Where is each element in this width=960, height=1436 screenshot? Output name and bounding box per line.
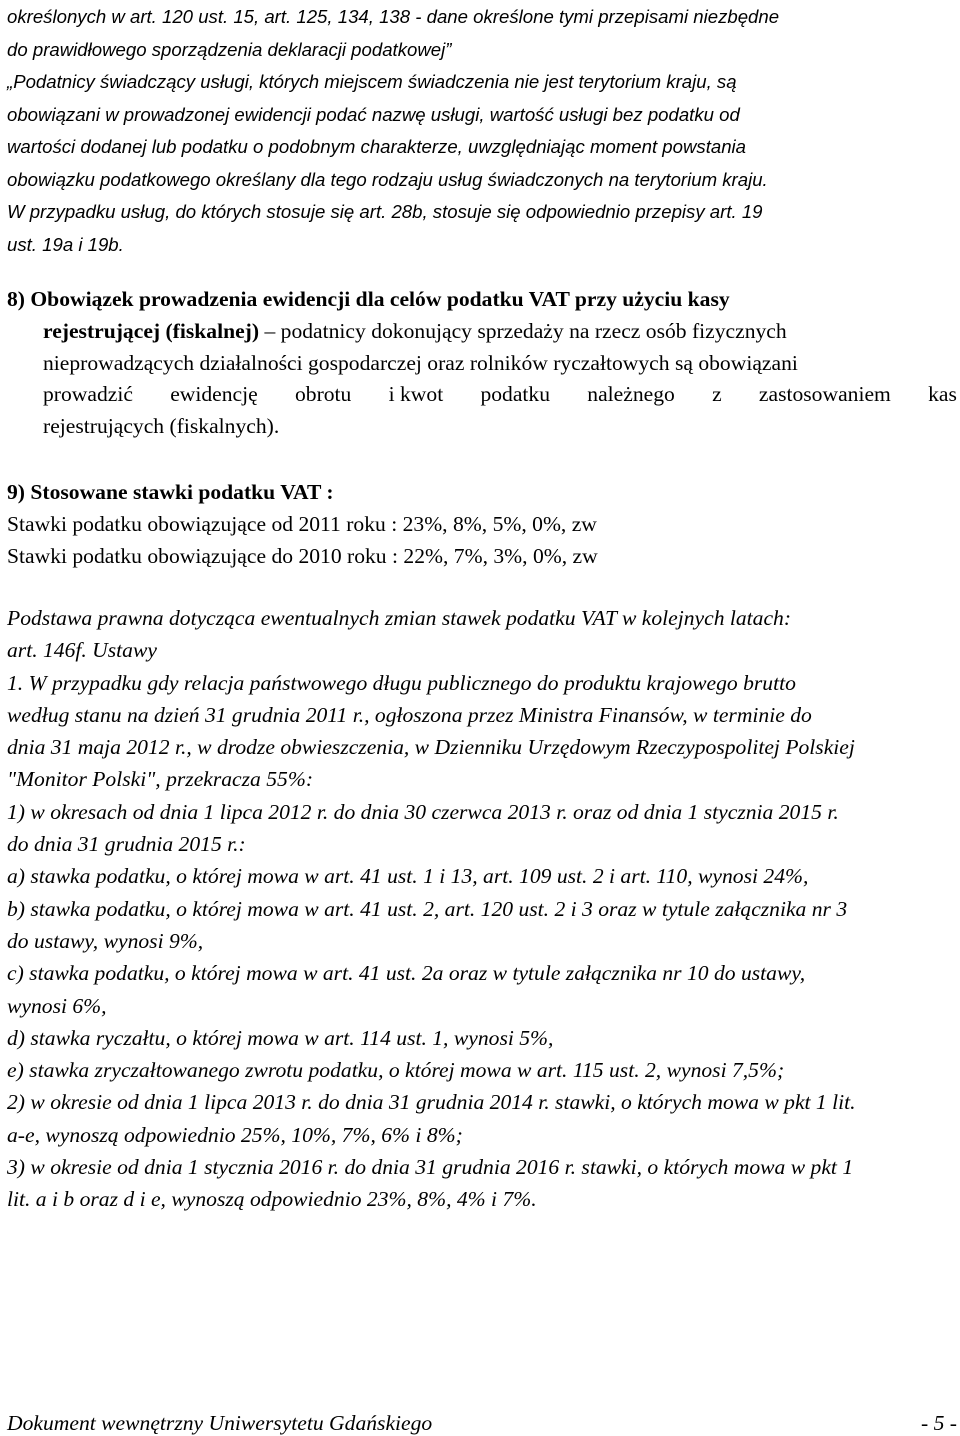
paragraph-line: „Podatnicy świadczący usługi, których miejscem świadczenia nie jest terytorium kraju, są [7,71,737,92]
legal-line: a-e, wynoszą odpowiednio 25%, 10%, 7%, 6% i 8%; [7,1122,463,1147]
paragraph-line: określonych w art. 120 ust. 15, art. 125, 134, 138 - dane określone tymi przepisami niezbędne [7,6,780,27]
word: z [712,382,722,407]
legal-line: a) stawka podatku, o której mowa w art. 41 ust. 1 i 13, art. 109 ust. 2 i art. 110, wynosi 24%, [7,864,809,889]
section-8-line [7,316,957,348]
legal-line: b) stawka podatku, o której mowa w art. 41 ust. 2, art. 120 ust. 2 i 3 oraz w tytule załącznika nr 3 [7,896,848,921]
legal-basis-section [7,602,960,1216]
paragraph-line: W przypadku usług, do których stosuje się art. 28b, stosuje się odpowiednio przepisy art. 19 [7,201,763,222]
legal-line: d) stawka ryczałtu, o której mowa w art. 114 ust. 1, wynosi 5%, [7,1025,554,1050]
footer-document-label: Dokument wewnętrzny Uniwersytetu Gdańskiego [7,1411,433,1435]
section-9 [7,476,957,572]
paragraph-line: ust. 19a i 19b. [7,233,124,255]
section-8-text: – podatnicy dokonujący sprzedaży na rzecz osób fizycznych [259,318,787,343]
section-8-heading-continuation: rejestrującej (fiskalnej) [43,318,260,343]
section-9-heading: 9) Stosowane stawki podatku VAT : [7,480,334,504]
legal-line: c) stawka podatku, o której mowa w art. 41 ust. 2a oraz w tytule załącznika nr 10 do ustawy, [7,961,806,986]
legal-line: 1. W przypadku gdy relacja państwowego długu publicznego do produktu krajowego brutto [7,670,796,695]
legal-basis-act: art. 146f. Ustawy [7,638,157,663]
rates-until-2010: Stawki podatku obowiązujące do 2010 roku : 22%, 7%, 3%, 0%, zw [7,544,598,568]
legal-line: e) stawka zryczałtowanego zwrotu podatku, o której mowa w art. 115 ust. 2, wynosi 7,5%; [7,1058,785,1083]
legal-line: według stanu na dzień 31 grudnia 2011 r., ogłoszona przez Ministra Finansów, w terminie do [7,702,812,727]
legal-line: lit. a i b oraz d i e, wynoszą odpowiednio 23%, 8%, 4% i 7%. [7,1187,537,1212]
word: kas [928,382,957,407]
word: ewidencję [170,382,258,407]
section-8-heading: 8) Obowiązek prowadzenia ewidencji dla celów podatku VAT przy użyciu kasy [7,287,730,311]
paragraph-line: obowiązani w prowadzonej ewidencji podać nazwę usługi, wartość usługi bez podatku od [7,103,740,125]
legal-line: wynosi 6%, [7,993,107,1018]
section-8-line-justified [7,379,957,411]
word: podatku [480,382,551,407]
word: prowadzić [43,382,133,407]
paragraph-line: wartości dodanej lub podatku o podobnym charakterze, uwzględniając moment powstania [7,136,747,157]
section-8-line: rejestrujących (fiskalnych). [43,414,280,439]
paragraph-line: do prawidłowego sporządzenia deklaracji podatkowej” [7,38,452,60]
legal-line: 3) w okresie od dnia 1 stycznia 2016 r. do dnia 31 grudnia 2016 r. stawki, o których mowa w pkt 1 [7,1155,854,1180]
word: zastosowaniem [758,382,891,407]
top-paragraph [7,1,957,261]
rates-from-2011: Stawki podatku obowiązujące od 2011 roku : 23%, 8%, 5%, 0%, zw [7,512,597,536]
legal-line: do dnia 31 grudnia 2015 r.: [7,832,246,857]
word: i kwot [388,382,444,407]
section-8 [7,284,957,443]
page-number: - 5 - [921,1411,957,1435]
legal-line: do ustawy, wynosi 9%, [7,928,204,953]
legal-basis-intro: Podstawa prawna dotycząca ewentualnych zmian stawek podatku VAT w kolejnych latach: [7,606,792,630]
legal-line: "Monitor Polski", przekracza 55%: [7,767,314,792]
legal-line: dnia 31 maja 2012 r., w drodze obwieszczenia, w Dzienniku Urzędowym Rzeczypospolitej Polskiej [7,735,855,760]
word: należnego [587,382,675,407]
paragraph-line: obowiązku podatkowego określany dla tego rodzaju usług świadczonych na terytorium kraju. [7,168,768,190]
word: obrotu [294,382,352,407]
section-8-line: nieprowadzących działalności gospodarczej oraz rolników ryczałtowych są obowiązani [43,350,798,375]
legal-line: 1) w okresach od dnia 1 lipca 2012 r. do dnia 30 czerwca 2013 r. oraz od dnia 1 stycznia 2015 r. [7,799,839,824]
page-footer [7,1410,957,1436]
legal-line: 2) w okresie od dnia 1 lipca 2013 r. do dnia 31 grudnia 2014 r. stawki, o których mowa w pkt 1 lit. [7,1090,856,1115]
